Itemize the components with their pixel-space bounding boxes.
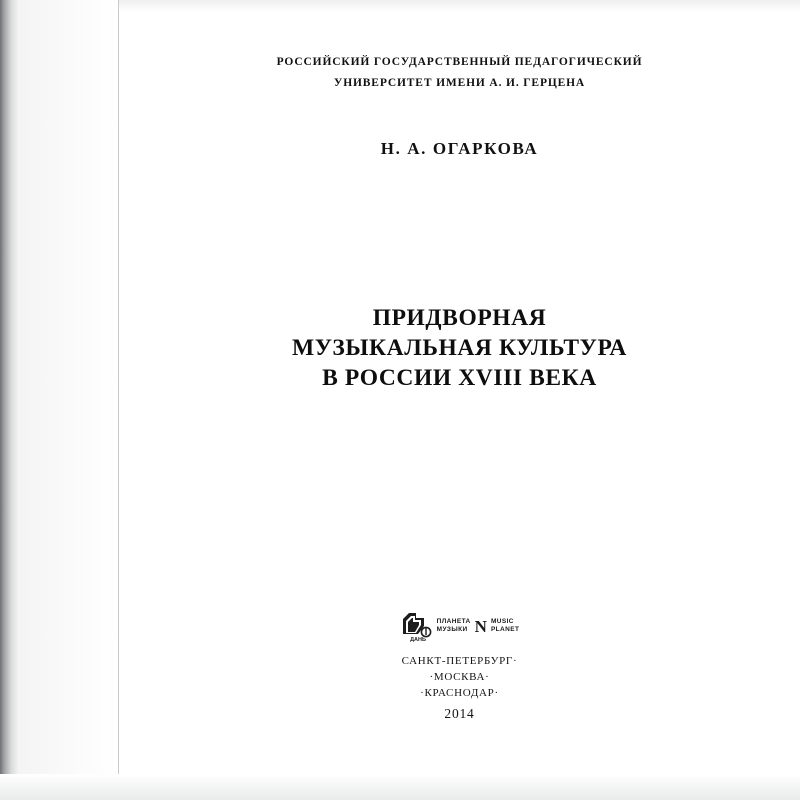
logo-letter-n: N: [474, 616, 487, 636]
city-line-1: САНКТ-ПЕТЕРБУРГ·: [401, 655, 518, 667]
svg-text:ДАНЬ: ДАНЬ: [409, 637, 426, 643]
book-title-line-3: В РОССИИ XVIII ВЕКА: [322, 365, 597, 391]
issuing-organization: [119, 52, 800, 94]
publisher-logo-row: [400, 608, 520, 644]
author-name: Н. А. ОГАРКОВА: [380, 139, 539, 158]
organization-line-2: УНИВЕРСИТЕТ ИМЕНИ А. И. ГЕРЦЕНА: [333, 77, 586, 89]
publisher-logo-words-ru: [437, 618, 471, 635]
logo-word-planet: PLANET: [490, 626, 520, 633]
publisher-logo-words-en: [491, 618, 519, 635]
city-line-2: ·МОСКВА·: [429, 671, 490, 683]
organization-line-1: РОССИЙСКИЙ ГОСУДАРСТВЕННЫЙ ПЕДАГОГИЧЕСКИЙ: [276, 56, 643, 68]
planeta-muzyki-emblem-icon: [400, 609, 434, 643]
book-title: [119, 303, 800, 393]
book-binding-shadow: [0, 0, 18, 800]
logo-word-muzyki: МУЗЫКИ: [436, 626, 468, 633]
page-left-shading: [18, 0, 118, 800]
publisher-logo: [119, 608, 800, 648]
publisher-cities: [119, 653, 800, 701]
book-title-line-2: МУЗЫКАЛЬНАЯ КУЛЬТУРА: [292, 335, 627, 361]
publication-year: 2014: [444, 706, 475, 721]
logo-word-planeta: ПЛАНЕТА: [436, 617, 471, 625]
book-title-line-1: ПРИДВОРНАЯ: [372, 305, 547, 331]
city-line-3: ·КРАСНОДАР·: [420, 687, 499, 699]
title-page-content: [119, 0, 800, 800]
logo-word-music: MUSIC: [490, 617, 514, 625]
